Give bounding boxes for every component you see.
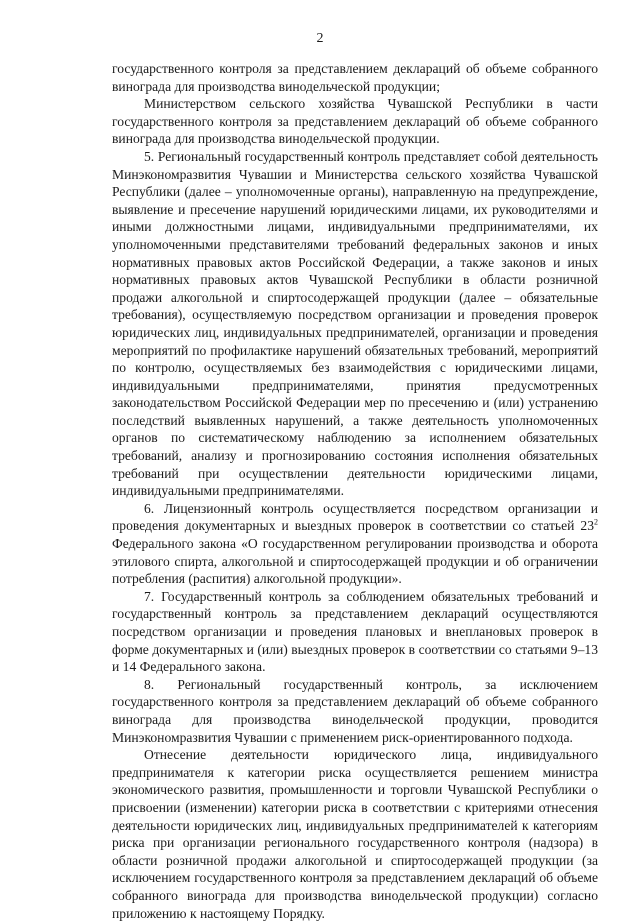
article-superscript: 2 [594, 517, 598, 527]
paragraph-item-5: 5. Региональный государственный контроль представляет собой деятельность Минэкономразвития Чувашии и Министерства сельского хозяйства Чувашской Республики (далее – уполномоченные органы), направленную на предупреждение, выявление и пресечение нарушений юридическими лицами, их руководителями и иными должностными лицами, индивидуальными предпринимателями, их уполномоченными представителями требований федеральных законов и иных нормативных правовых актов Российской Федерации, а также законов и иных нормативных правовых актов Чувашской Республики в области розничной продажи алкогольной и спиртосодержащей продукции (далее – обязательные требования), осуществляемую посредством организации и проведения проверок юридических лиц, индивидуальных предпринимателей, организации и проведения мероприятий по профилактике нарушений обязательных требований, мероприятий по контролю, осуществляемых без взаимодействия с юридическими лицами, индивидуальными предпринимателями, принятия предусмотренных законодательством Российской Федерации мер по пресечению и (или) устранению последствий выявленных нарушений, а также деятельность уполномоченных органов по систематическому наблюдению за исполнением обязательных требований, анализу и прогнозированию состояния исполнения обязательных требований при осуществлении деятельности юридическими лицами, индивидуальными предпринимателями. [112, 148, 598, 499]
paragraph-item-7: 7. Государственный контроль за соблюдением обязательных требований и государственный контроль за представлением деклараций осуществляются посредством организации и проведения плановых и внеплановых проверок в форме документарных и (или) выездных проверок в соответствии со статьями 9–13 и 14 Федерального закона. [112, 588, 598, 675]
paragraph-risk-category: Отнесение деятельности юридического лица, индивидуального предпринимателя к категории риска осуществляется решением министра экономического развития, промышленности и торговли Чувашской Республики о присвоении (изменении) категории риска в соответствии с критериями отнесения деятельности юридических лиц, индивидуальных предпринимателей к категориям риска при организации регионального государственного контроля (надзора) в области розничной продажи алкогольной и спиртосодержащей продукции (за исключением государственного контроля за представлением деклараций об объеме собранного винограда для производства винодельческой продукции) согласно приложению к настоящему Порядку. [112, 747, 598, 921]
paragraph-continuation: государственного контроля за представлением деклараций об объеме собранного винограда для производства винодельческой продукции; [112, 61, 598, 94]
paragraph-item-6 [112, 500, 598, 588]
document-body [112, 60, 598, 922]
paragraph-ministry-agriculture: Министерством сельского хозяйства Чувашской Республики в части государственного контроля за представлением деклараций об объеме собранного винограда для производства винодельческой продукции. [112, 96, 598, 147]
paragraph-item-6-text: 6. Лицензионный контроль осуществляется посредством организации и проведения документарных и выездных проверок в соответствии со статьей 23 [112, 500, 598, 534]
page-number: 2 [316, 31, 324, 46]
paragraph-item-8: 8. Региональный государственный контроль, за исключением государственного контроля за представлением деклараций об объеме собранного винограда для производства винодельческой продукции, проводится Минэкономразвития Чувашии с применением риск-ориентированного подхода. [112, 676, 598, 745]
paragraph-item-6-text-continued: Федерального закона «О государственном регулировании производства и оборота этилового спирта, алкогольной и спиртосодержащей продукции и об ограничении потребления (распития) алкогольной продукции». [112, 536, 598, 587]
